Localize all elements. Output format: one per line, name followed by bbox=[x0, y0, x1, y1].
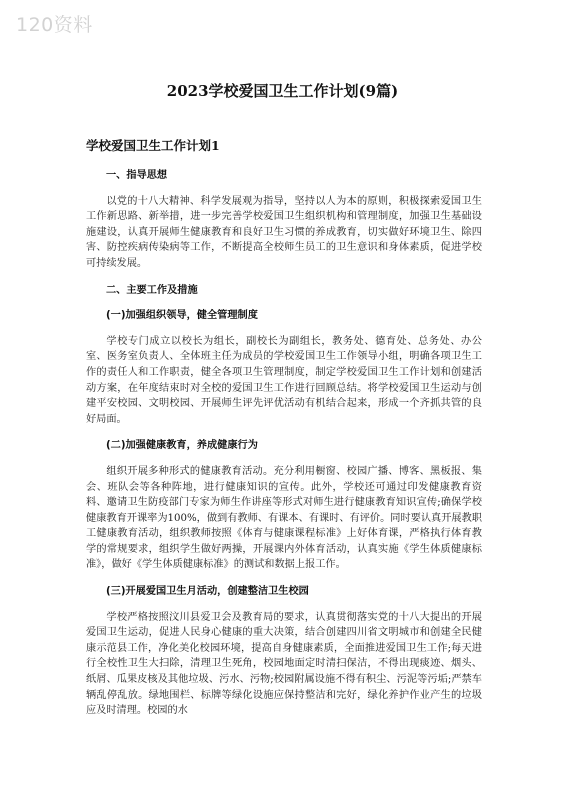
subheading-organization: (一)加强组织领导，健全管理制度 bbox=[106, 310, 258, 322]
subheading-health-education: (二)加强健康教育，养成健康行为 bbox=[106, 440, 258, 452]
paragraph-guiding-ideology: 以党的十八大精神、科学发展观为指导，坚持以人为本的原则，积极探索爱国卫生工作新思路、新举措，进一步完善学校爱国卫生组织机构和管理制度，加强卫生基础设施建设，认真开展师生健康教育和良好卫生习惯的养成教育，切实做好环境卫生、除四害、防控疾病传染病等工作，不断提高全校师生员工的卫生意识和身体素质，促进学校可持续发展。 bbox=[86, 195, 482, 269]
document-title: 2023学校爱国卫生工作计划(9篇) bbox=[166, 82, 399, 100]
document-body bbox=[86, 168, 482, 730]
paragraph-hygiene-month: 学校严格按照汶川县爱卫会及教育局的要求，认真贯彻落实党的十八大提出的开展爱国卫生运动，促进人民身心健康的重大决策，结合创建四川省文明城市和创建全民健康示范县工作，净化美化校园环境，提高自身健康素质，全面推进爱国卫生工作;每天进行全校性卫生大扫除，清理卫生死角，校园地面定时清扫保洁，不得出现痰迹、烟头、纸屑、瓜果皮核及其他垃圾、污水、污物;校园附属设施不得有积尘、污泥等污垢;严禁车辆乱停乱放。绿地围栏、标牌等绿化设施应保持整洁和完好，绿化养护作业产生的垃圾应及时清理。校园的水 bbox=[86, 611, 482, 717]
heading-guiding-ideology: 一、指导思想 bbox=[106, 170, 168, 181]
subheading-hygiene-month: (三)开展爱国卫生月活动，创建整洁卫生校园 bbox=[106, 586, 309, 598]
paragraph-health-education: 组织开展多种形式的健康教育活动。充分利用橱窗、校园广播、博客、黑板报、集会、班队会等各种阵地，进行健康知识的宣传。此外，学校还可通过印发健康教育资料、邀请卫生防疫部门专家为师生作讲座等形式对师生进行健康教育知识宣传;确保学校健康教育开课率为100%，做到有教师、有课本、有课时、有评价。同时要认真开展教职工健康教育活动，组织教师按照《体育与健康课程标准》上好体育课，严格执行体育教学的常规要求，组织学生做好两操，开展课内外体育活动，认真实施《学生体质健康标准》，做好《学生体质健康标准》的测试和数据上报工作。 bbox=[86, 465, 482, 571]
heading-main-work: 二、主要工作及措施 bbox=[106, 284, 198, 296]
paragraph-organization: 学校专门成立以校长为组长，副校长为副组长，教务处、德育处、总务处、办公室、医务室负责人、全体班主任为成员的学校爱国卫生工作领导小组，明确各项卫生工作的责任人和工作职责，健全各项卫生管理制度，制定学校爱国卫生工作计划和创建活动方案，在年度结束时对全校的爱国卫生工作进行回顾总结。将学校爱国卫生运动与创建平安校园、文明校园、开展师生评先评优活动有机结合起来，形成一个齐抓共管的良好局面。 bbox=[86, 335, 482, 425]
watermark: 120资料 bbox=[16, 14, 93, 36]
section-title: 学校爱国卫生工作计划1 bbox=[86, 138, 220, 153]
